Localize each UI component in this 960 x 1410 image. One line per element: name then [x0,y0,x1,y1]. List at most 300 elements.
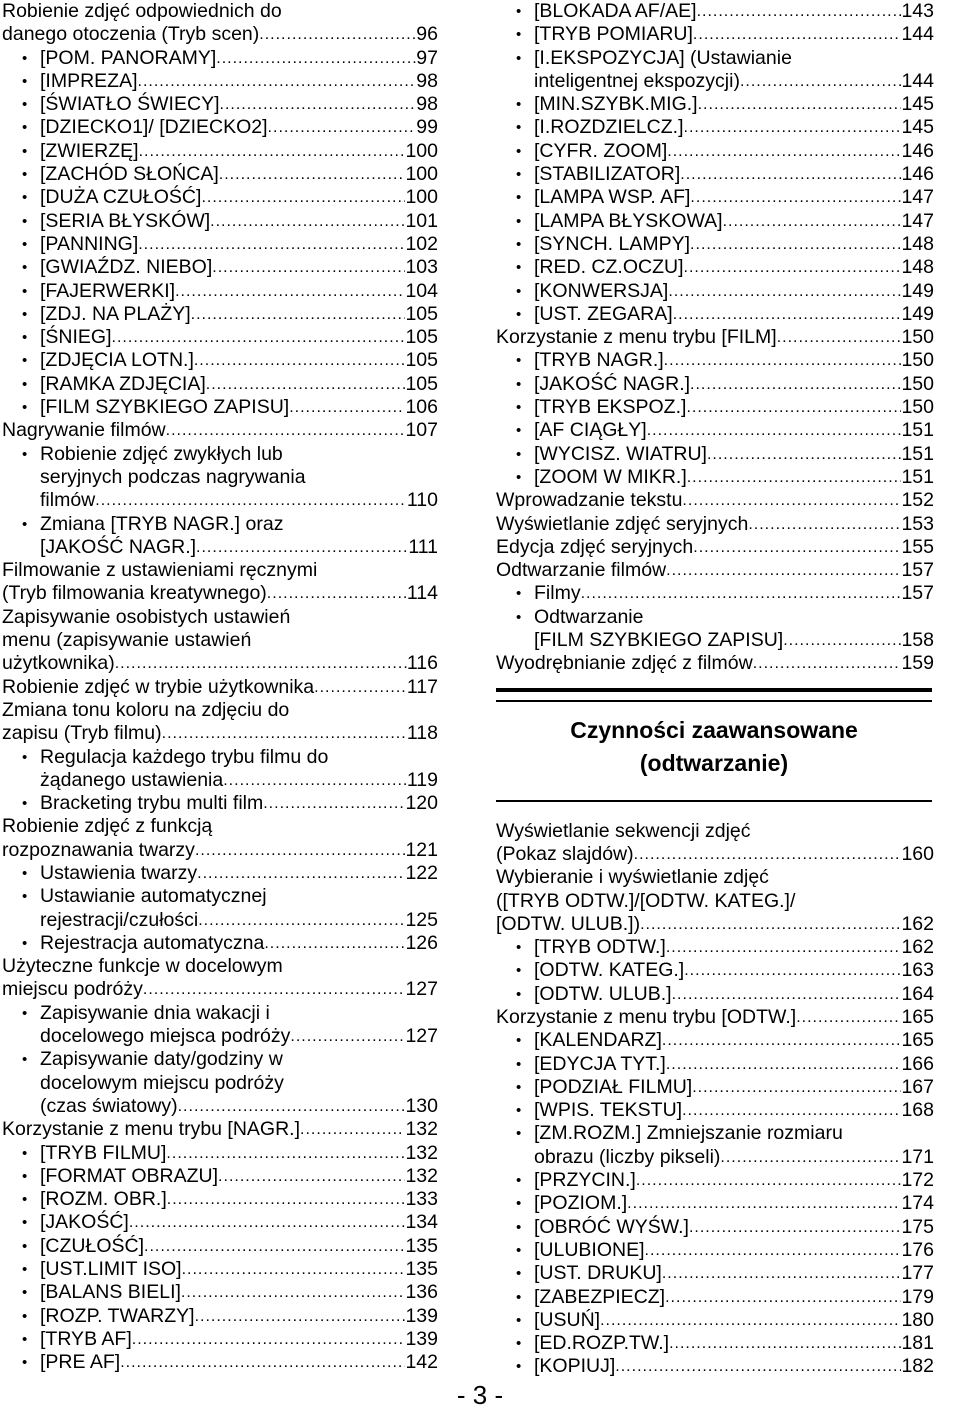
toc-entry-leader-line [0,978,438,1001]
toc-page-number: 151 [901,465,934,488]
toc-entry-leader-line [494,582,934,605]
toc-entry-leader-line [494,983,934,1006]
dot-leader [783,629,901,652]
toc-entry-text: • [FAJERWERKI] [40,279,176,302]
dot-leader [693,536,901,559]
toc-page-number: 126 [405,931,438,954]
toc-entry-text: Zmiana tonu koloru na zdjęciu do [2,698,290,721]
dot-leader [690,373,901,396]
toc-entry-text: • Regulacja każdego trybu filmu do [0,746,438,769]
dot-leader [210,210,405,233]
toc-entry[interactable] [494,606,934,653]
toc-entry[interactable] [0,559,438,606]
toc-entry-leader-line [0,1025,438,1048]
dot-leader [138,233,405,256]
toc-entry-text: • [ZDJĘCIA LOTN.] [40,349,194,372]
toc-entry[interactable] [494,513,934,536]
toc-entry-text: • [ROZP. TWARZY] [40,1304,195,1327]
toc-entry-text: rozpoznawania twarzy [2,838,195,861]
dot-leader [673,303,902,326]
dot-leader [687,466,902,489]
dot-leader [666,936,902,959]
toc-entry-leader-line [0,326,438,349]
toc-entry[interactable] [494,983,934,1006]
toc-page-number: 119 [406,768,438,791]
toc-entry[interactable] [0,862,438,885]
toc-entry[interactable] [494,1099,934,1122]
toc-entry-text: • [CYFR. ZOOM] [534,139,668,162]
toc-entry[interactable] [494,1286,934,1309]
toc-entry-leader-line [494,536,934,559]
toc-page-number: 166 [901,1052,934,1075]
toc-page-number: 149 [901,302,934,325]
toc-entry-text: • [STABILIZATOR] [534,163,681,186]
toc-entry-text: docelowym miejscu podróży [40,1071,284,1094]
toc-entry-leader-line [0,303,438,326]
toc-entry-text: • [RAMKA ZDJĘCIA] [40,372,206,395]
toc-entry-leader-line [0,1142,438,1165]
toc-page-number: 127 [405,1025,438,1048]
toc-entry-leader-line [494,1192,934,1215]
toc-entry-text: Wyodrębnianie zdjęć z filmów [496,652,753,675]
toc-entry[interactable] [0,256,438,279]
toc-entry-text: • [USUŃ] [534,1308,601,1331]
toc-page-number: 103 [405,256,438,279]
toc-page-number: 105 [405,349,438,372]
toc-entry-leader-line [494,1053,934,1076]
toc-entry[interactable] [0,699,438,746]
dot-leader [693,23,902,46]
toc-entry-text: • [TRYB EKSPOZ.] [534,396,687,419]
toc-entry-leader-line [0,373,438,396]
toc-entry-text: Wyświetlanie sekwencji zdjęć [496,819,751,842]
toc-entry[interactable] [494,93,934,116]
dot-leader [162,722,407,745]
dot-leader [314,676,407,699]
toc-page-number: 144 [901,69,934,92]
toc-page-number: 142 [405,1351,438,1374]
dot-leader [300,1118,405,1141]
toc-entry[interactable] [0,140,438,163]
toc-entry[interactable] [494,116,934,139]
toc-entry[interactable] [0,746,438,793]
toc-entry[interactable] [0,70,438,93]
toc-entry-leader-line [0,1188,438,1211]
toc-entry[interactable] [0,163,438,186]
toc-entry[interactable] [494,186,934,209]
dot-leader [720,1146,901,1169]
toc-entry[interactable] [494,1239,934,1262]
toc-entry[interactable] [494,443,934,466]
toc-entry[interactable] [494,163,934,186]
toc-entry[interactable] [494,489,934,512]
toc-entry-leader-line [494,210,934,233]
toc-entry[interactable] [0,1165,438,1188]
toc-entry-text: • [PRE AF] [40,1351,121,1374]
dot-leader [167,1188,406,1211]
toc-page-number: 135 [405,1234,438,1257]
toc-entry-text: • [FILM SZYBKIEGO ZAPISU] [40,396,290,419]
toc-page-number: 149 [901,279,934,302]
toc-entry[interactable] [494,559,934,582]
toc-entry[interactable] [0,792,438,815]
toc-entry-text: • [ŚWIATŁO ŚWIECY] [40,93,220,116]
toc-page-number: 148 [901,256,934,279]
toc-entry[interactable] [0,396,438,419]
toc-entry-text: [ODTW. ULUB.]) [496,912,641,935]
toc-entry-leader-line [494,0,934,23]
toc-entry-leader-line [494,163,934,186]
toc-entry[interactable] [0,1048,438,1118]
dot-leader [259,23,416,46]
toc-page-number: 97 [416,46,438,69]
toc-page-number: 145 [901,116,934,139]
toc-entry-text: Robienie zdjęć w trybie użytkownika [2,675,315,698]
toc-entry[interactable] [0,1281,438,1304]
toc-entry[interactable] [494,1006,934,1029]
toc-entry-leader-line [494,489,934,512]
toc-page-number: 171 [901,1145,934,1168]
dot-leader [723,210,902,233]
toc-page-number: 99 [416,116,438,139]
toc-entry-text: (Pokaz slajdów) [496,842,634,865]
toc-page-number: 104 [405,279,438,302]
toc-page-number: 136 [405,1281,438,1304]
toc-entry-leader-line [494,1332,934,1355]
toc-entry[interactable] [0,419,438,442]
toc-entry[interactable] [0,47,438,70]
dot-leader [115,652,407,675]
toc-entry[interactable] [494,1053,934,1076]
toc-entry-leader-line [494,443,934,466]
toc-entry[interactable] [0,1305,438,1328]
dot-leader [289,396,405,419]
toc-entry-leader-line [0,233,438,256]
dot-leader [220,93,417,116]
dot-leader [668,280,901,303]
dot-leader [697,0,902,23]
toc-page-number: 144 [901,23,934,46]
toc-page-number: 179 [901,1285,934,1308]
dot-leader [777,326,902,349]
toc-entry-text: • [I.EKSPOZYCJA] (Ustawianie [494,47,934,70]
dot-leader [636,1169,902,1192]
dot-leader [112,326,406,349]
toc-entry-leader-line [0,862,438,885]
toc-entry-text: • [RED. CZ.OCZU] [534,256,684,279]
toc-entry-text: • [WPIS. TEKSTU] [534,1099,683,1122]
toc-entry-text: rejestracji/czułości [40,908,199,931]
toc-page-number: 100 [405,163,438,186]
toc-page-number: 167 [901,1075,934,1098]
toc-entry-text: • Ustawienia twarzy [40,861,198,884]
dot-leader [666,559,901,582]
toc-entry[interactable] [0,1328,438,1351]
dot-leader [627,1192,901,1215]
toc-page-number: 182 [901,1355,934,1378]
dot-leader [698,93,902,116]
toc-page-number: 181 [901,1332,934,1355]
toc-entry[interactable] [494,1216,934,1239]
toc-entry[interactable] [494,326,934,349]
toc-page-number: 125 [405,908,438,931]
toc-page-number: 158 [901,629,934,652]
dot-leader [264,932,405,955]
dot-leader [645,1239,902,1262]
toc-entry[interactable] [494,1262,934,1285]
toc-page-number: 132 [405,1118,438,1141]
toc-entry[interactable] [494,866,934,936]
toc-page-number: 151 [901,442,934,465]
toc-entry-leader-line [494,913,934,936]
toc-entry[interactable] [0,1211,438,1234]
toc-entry-text: • [KALENDARZ] [534,1029,662,1052]
toc-page-number: 155 [901,535,934,558]
toc-entry-leader-line [494,186,934,209]
section-divider [496,688,932,702]
toc-entry-text: inteligentnej ekspozycji) [534,69,740,92]
toc-entry[interactable] [494,233,934,256]
toc-list-recording [494,0,934,676]
toc-entry-text: • Bracketing trybu multi film [40,792,264,815]
toc-page-number: 105 [405,372,438,395]
toc-entry-leader-line [494,466,934,489]
toc-page-number: 114 [406,582,438,605]
toc-entry-text: docelowego miejsca podróży [40,1025,291,1048]
toc-page-number: 105 [405,302,438,325]
dot-leader [195,839,406,862]
toc-entry-text: • Ustawianie automatycznej [0,885,438,908]
toc-entry[interactable] [0,349,438,372]
toc-entry[interactable] [0,606,438,676]
toc-entry[interactable] [0,932,438,955]
toc-entry[interactable] [494,280,934,303]
toc-entry-text: [JAKOŚĆ NAGR.] [40,535,197,558]
toc-entry-leader-line [494,256,934,279]
dot-leader [132,1328,406,1351]
toc-page-number: 133 [405,1188,438,1211]
toc-page-number: 176 [901,1238,934,1261]
toc-entry[interactable] [494,1029,934,1052]
toc-entry-text: żądanego ustawienia [40,768,224,791]
toc-entry[interactable] [494,652,934,675]
dot-leader [181,1281,406,1304]
toc-entry-leader-line [494,116,934,139]
toc-entry-leader-line [494,1239,934,1262]
toc-page-number: 96 [416,23,438,46]
toc-entry-leader-line [0,396,438,419]
toc-entry[interactable] [494,1332,934,1355]
toc-entry-text: Nagrywanie filmów [2,419,166,442]
toc-entry[interactable] [0,303,438,326]
toc-entry[interactable] [494,256,934,279]
toc-entry[interactable] [494,1076,934,1099]
toc-entry-leader-line [0,722,438,745]
toc-page-number: 152 [901,489,934,512]
toc-entry-text: (czas światowy) [40,1094,178,1117]
dot-leader [195,1305,406,1328]
toc-entry-text: Korzystanie z menu trybu [FILM] [496,326,777,349]
toc-entry[interactable] [0,280,438,303]
toc-entry-leader-line [494,1006,934,1029]
toc-entry[interactable] [494,820,934,867]
toc-column-left [0,0,438,1375]
dot-leader [690,233,901,256]
dot-leader [95,489,407,512]
toc-entry[interactable] [0,93,438,116]
toc-entry[interactable] [0,1118,438,1141]
toc-entry[interactable] [0,513,438,560]
toc-page-number: 118 [406,722,438,745]
toc-entry[interactable] [0,443,438,513]
toc-entry-leader-line [494,959,934,982]
toc-page-number: 151 [901,419,934,442]
toc-entry[interactable] [494,1169,934,1192]
toc-entry[interactable] [0,373,438,396]
toc-page-number: 150 [901,326,934,349]
toc-entry-leader-line [494,1076,934,1099]
toc-entry-leader-line [0,186,438,209]
toc-entry[interactable] [494,47,934,94]
toc-entry-leader-line [0,839,438,862]
toc-page-number: 162 [901,912,934,935]
dot-leader [690,186,901,209]
toc-entry[interactable] [494,582,934,605]
toc-entry[interactable] [494,419,934,442]
toc-entry[interactable] [494,1122,934,1169]
toc-entry-leader-line [494,1029,934,1052]
section-heading-line-2: (odtwarzanie) [639,749,789,776]
toc-entry[interactable] [0,1002,438,1049]
toc-entry[interactable] [494,373,934,396]
toc-entry-text: • [ROZM. OBR.] [40,1188,167,1211]
toc-page-number: 150 [901,349,934,372]
toc-entry[interactable] [494,396,934,419]
toc-entry[interactable] [0,885,438,932]
toc-entry[interactable] [0,233,438,256]
toc-entry-text: Użyteczne funkcje w docelowym [2,955,283,978]
toc-entry-leader-line [494,1309,934,1332]
dot-leader [669,1332,901,1355]
toc-entry[interactable] [494,1355,934,1378]
toc-entry[interactable] [494,466,934,489]
toc-page-number: 153 [901,512,934,535]
toc-entry-leader-line [0,210,438,233]
toc-entry-text: • [WYCISZ. WIATRU] [534,442,707,465]
toc-entry-leader-line [0,489,438,512]
toc-entry[interactable] [0,1235,438,1258]
toc-entry[interactable] [0,1351,438,1374]
toc-entry-text: • [TRYB POMIARU] [534,23,693,46]
dot-leader [581,582,902,605]
toc-entry-leader-line [494,233,934,256]
toc-entry-text: • [ED.ROZP.TW.] [534,1332,670,1355]
toc-entry[interactable] [494,1192,934,1215]
toc-entry-text: Edycja zdjęć seryjnych [496,535,694,558]
toc-entry-text: • [UST. ZEGARA] [534,302,673,325]
toc-entry-text: • Odtwarzanie [494,606,934,629]
toc-entry[interactable] [494,0,934,23]
toc-entry[interactable] [494,303,934,326]
toc-page-number: 150 [901,396,934,419]
toc-entry-text: • [KOPIUJ] [534,1355,616,1378]
dot-leader [682,1099,901,1122]
toc-entry-text: • [LAMPA BŁYSKOWA] [534,209,723,232]
toc-entry[interactable] [494,349,934,372]
toc-entry[interactable] [0,186,438,209]
toc-entry-leader-line [0,349,438,372]
toc-entry-text: obrazu (liczby pikseli) [534,1145,721,1168]
toc-page-number: 132 [405,1141,438,1164]
toc-entry-text: • Zapisywanie daty/godziny w [0,1048,438,1071]
toc-entry-text: • [UST.LIMIT ISO] [40,1258,182,1281]
toc-entry-leader-line [0,1235,438,1258]
toc-entry[interactable] [0,815,438,862]
dot-leader [182,1258,406,1281]
toc-entry-text: • [PRZYCIN.] [534,1169,636,1192]
toc-entry-text: [FILM SZYBKIEGO ZAPISU] [534,629,784,652]
toc-entry-text: (Tryb filmowania kreatywnego) [2,582,267,605]
dot-leader [796,1006,901,1029]
dot-leader [634,843,902,866]
toc-entry-leader-line [0,1328,438,1351]
toc-page-number: 147 [901,186,934,209]
toc-entry-leader-line [494,1169,934,1192]
toc-entry-text: • [GWIAŹDZ. NIEBO] [40,256,213,279]
toc-entry[interactable] [494,140,934,163]
toc-entry-text: Filmowanie z ustawieniami ręcznymi [2,559,318,582]
toc-entry[interactable] [494,1309,934,1332]
toc-entry-text: • [UST. DRUKU] [534,1262,662,1285]
toc-entry-leader-line [0,582,438,605]
toc-page-number: 134 [405,1211,438,1234]
toc-entry-text: • Filmy [534,582,581,605]
toc-page-number: 106 [405,396,438,419]
toc-page-number: 101 [405,209,438,232]
toc-entry-leader-line [494,419,934,442]
toc-page-number: 127 [405,978,438,1001]
dot-leader [686,396,901,419]
toc-entry-leader-line [494,629,934,652]
toc-entry-leader-line [494,326,934,349]
toc-entry-text: • Zapisywanie dnia wakacji i [0,1002,438,1025]
toc-entry[interactable] [0,1258,438,1281]
toc-entry-leader-line [494,349,934,372]
toc-entry-text: danego otoczenia (Tryb scen) [2,23,260,46]
toc-entry[interactable] [0,676,438,699]
toc-page-number: 163 [901,959,934,982]
toc-entry[interactable] [0,326,438,349]
toc-entry[interactable] [0,1188,438,1211]
toc-entry[interactable] [494,959,934,982]
toc-entry[interactable] [0,210,438,233]
toc-entry-text: • [LAMPA WSP. AF] [534,186,691,209]
toc-page-number: 147 [901,209,934,232]
toc-entry[interactable] [0,1142,438,1165]
dot-leader [194,349,406,372]
toc-page-number: 132 [405,1164,438,1187]
toc-entry[interactable] [0,0,438,47]
toc-entry-text: zapisu (Tryb filmu) [2,722,162,745]
toc-entry[interactable] [494,210,934,233]
toc-entry[interactable] [494,536,934,559]
toc-entry[interactable] [0,955,438,1002]
toc-entry[interactable] [494,23,934,46]
toc-page-number: 122 [405,861,438,884]
toc-entry-leader-line [0,280,438,303]
toc-entry[interactable] [494,936,934,959]
toc-entry[interactable] [0,116,438,139]
